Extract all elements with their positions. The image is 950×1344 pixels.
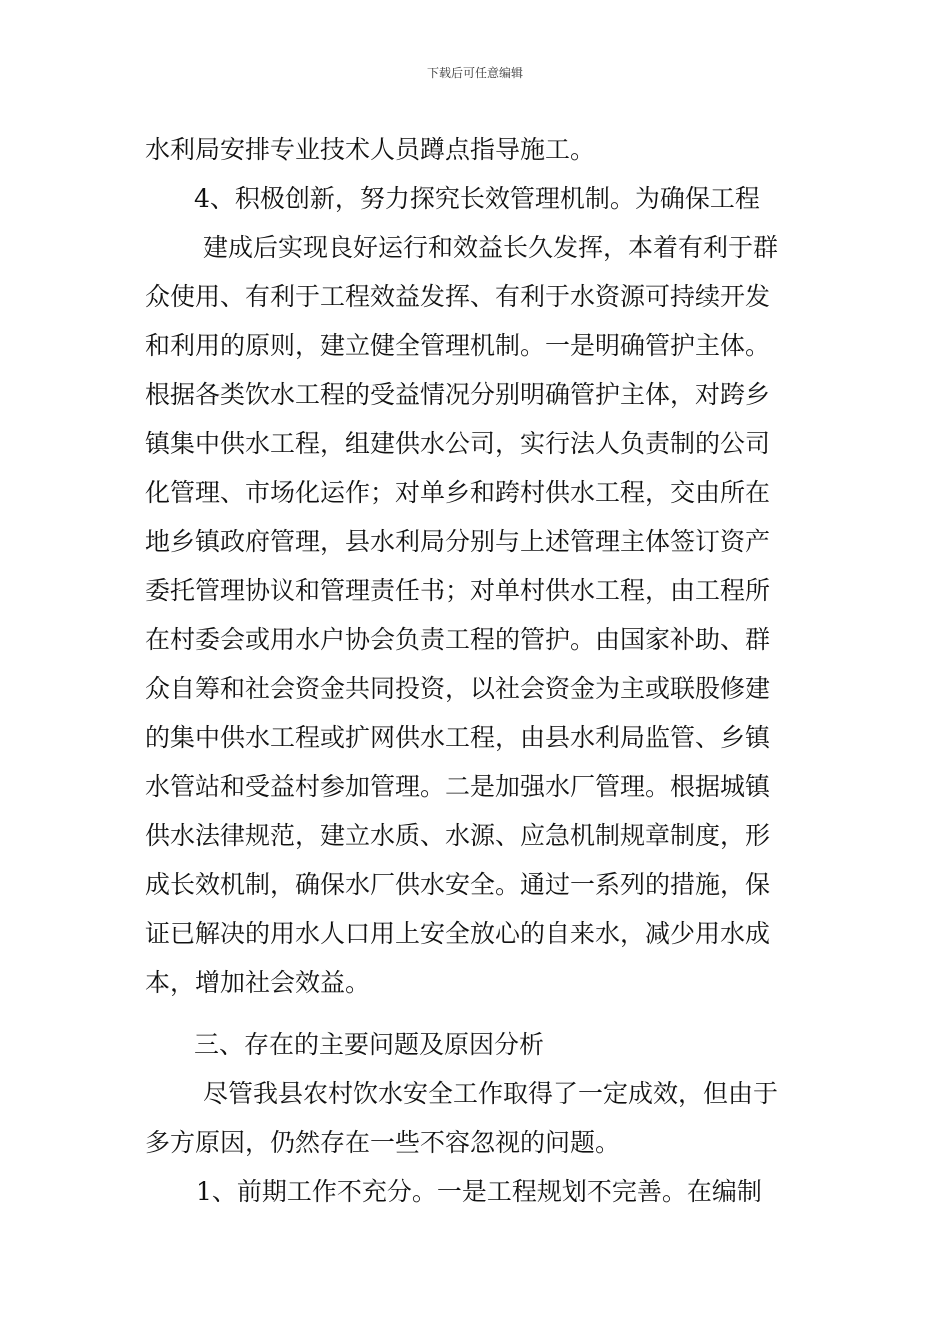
text-line: 众使用、有利于工程效益发挥、有利于水资源可持续开发	[145, 282, 771, 311]
text-line: 4、积极创新，努力探究长效管理机制。为确保工程	[194, 184, 760, 213]
section-heading: 三、存在的主要问题及原因分析	[194, 1030, 545, 1059]
text-line: 和利用的原则，建立健全管理机制。一是明确管护主体。	[145, 331, 771, 360]
text-line: 1、前期工作不充分。一是工程规划不完善。在编制	[196, 1177, 762, 1206]
text-line: 委托管理协议和管理责任书；对单村供水工程，由工程所	[145, 576, 771, 605]
text-line: 根据各类饮水工程的受益情况分别明确管护主体，对跨乡	[145, 380, 771, 409]
text-line: 水管站和受益村参加管理。二是加强水厂管理。根据城镇	[145, 772, 771, 801]
text-line: 证已解决的用水人口用上安全放心的自来水，减少用水成	[145, 919, 771, 948]
text-line: 的集中供水工程或扩网供水工程，由县水利局监管、乡镇	[145, 723, 771, 752]
text-line: 多方原因，仍然存在一些不容忽视的问题。	[145, 1128, 621, 1157]
text-line: 尽管我县农村饮水安全工作取得了一定成效，但由于	[203, 1079, 779, 1108]
text-line: 建成后实现良好运行和效益长久发挥，本着有利于群	[203, 233, 779, 262]
text-line: 在村委会或用水户协会负责工程的管护。由国家补助、群	[145, 625, 771, 654]
text-line: 本，增加社会效益。	[145, 968, 371, 997]
text-line: 水利局安排专业技术人员蹲点指导施工。	[145, 135, 596, 164]
page-header-note: 下载后可任意编辑	[426, 66, 523, 80]
text-line: 供水法律规范，建立水质、水源、应急机制规章制度，形	[145, 821, 771, 850]
text-line: 成长效机制，确保水厂供水安全。通过一系列的措施，保	[145, 870, 771, 899]
text-line: 地乡镇政府管理，县水利局分别与上述管理主体签订资产	[145, 527, 771, 556]
text-line: 众自筹和社会资金共同投资，以社会资金为主或联股修建	[145, 674, 771, 703]
text-line: 化管理、市场化运作；对单乡和跨村供水工程，交由所在	[145, 478, 771, 507]
text-line: 镇集中供水工程，组建供水公司，实行法人负责制的公司	[145, 429, 771, 458]
